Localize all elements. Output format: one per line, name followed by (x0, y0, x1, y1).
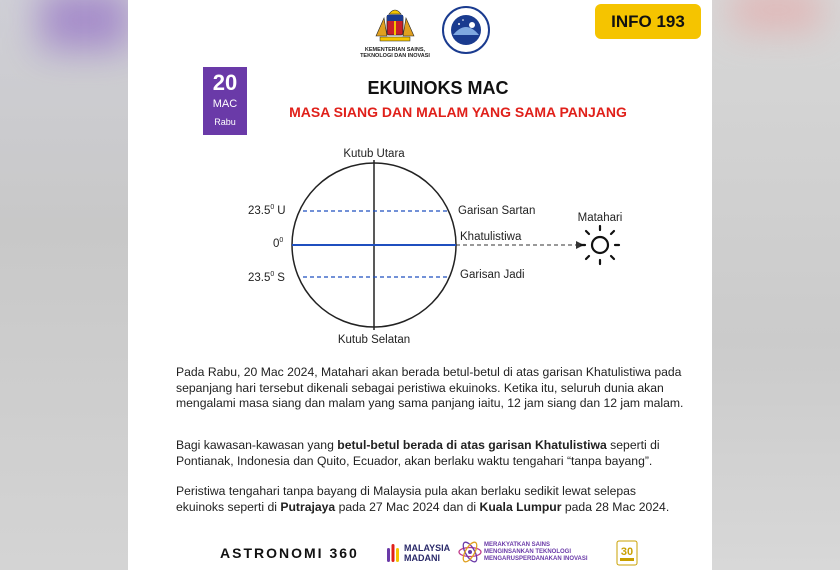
lat-zero-value: 0 (273, 238, 280, 250)
paragraph-2 (176, 438, 686, 469)
paragraph-3-bold-putrajaya: Putrajaya (280, 499, 336, 514)
page-subtitle: MASA SIANG DAN MALAM YANG SAMA PANJANG (289, 104, 627, 120)
paragraph-3-bold-kuala-lumpur: Kuala Lumpur (479, 499, 562, 514)
malaysia-madani-logo (404, 543, 450, 563)
page-title: EKUINOKS MAC (367, 78, 509, 98)
madani-line-1: MALAYSIA (404, 543, 451, 553)
msti-line-1: MERAKYATKAN SAINS (484, 542, 551, 548)
paragraph-1: Pada Rabu, 20 Mac 2024, Matahari akan berada betul-betul di atas garisan Khatulistiwa pada sepanjang hari tersebut dikenali sebagai peristiwa ekuinoks. Ketika itu, seluruh dunia akan mengalami masa siang dan malam yang sama panjang iaitu, 12 jam siang dan 12 jam malam. (176, 365, 684, 410)
background-left-blur (0, 0, 128, 570)
background-right-blur (712, 0, 840, 570)
coat-of-arms-icon (370, 6, 420, 46)
lat-north-label (248, 204, 286, 217)
paragraph-3-part-b: pada 27 Mac 2024 dan di (335, 499, 480, 514)
anniversary-number: 30 (620, 546, 634, 558)
equator-label: Khatulistiwa (460, 231, 522, 243)
sun-label: Matahari (577, 212, 623, 224)
paragraph-3-part-c: pada 28 Mac 2024. (561, 499, 670, 514)
date-day: 20 (212, 70, 238, 95)
paragraph-2-bold: betul-betul berada di atas garisan Khatulistiwa (337, 438, 607, 452)
paragraph-3 (176, 484, 686, 515)
date-month: MAC (212, 98, 238, 110)
degree-symbol: 0 (279, 237, 284, 244)
lat-zero-label (273, 237, 283, 250)
msti-line-2: MENGINSANKAN TEKNOLOGI (484, 549, 571, 555)
info-badge: INFO 193 (595, 4, 701, 39)
anniversary-badge-icon (616, 540, 638, 566)
lat-north-value: 23.5 (248, 205, 271, 217)
paragraph-3-part-a: Peristiwa tengahari tanpa bayang di Malaysia pula akan berlaku sedikit lewat selepas ekuinoks seperti di (176, 484, 637, 514)
astronomi-360-logo: ASTRONOMI 360 (220, 545, 359, 561)
background-blob (732, 0, 822, 30)
atom-icon (458, 540, 482, 564)
ministry-line-2: TEKNOLOGI DAN INOVASI (360, 53, 430, 59)
south-pole-label: Kutub Selatan (337, 334, 411, 346)
equinox-diagram (128, 140, 712, 360)
planetarium-logo-icon (441, 5, 491, 55)
lat-north-suffix: U (277, 205, 286, 217)
lat-south-label (248, 271, 285, 284)
madani-line-2: MADANI (404, 553, 440, 563)
malaysia-madani-icon (386, 542, 400, 564)
north-pole-label: Kutub Utara (343, 148, 405, 160)
degree-symbol: 0 (270, 271, 275, 278)
sun-icon (581, 226, 619, 264)
paragraph-2-part-b: seperti di Pontianak, Indonesia dan Quito, Ecuador, akan berlaku waktu tengahari “tanpa bayang”. (176, 438, 660, 468)
msti-slogan (484, 542, 588, 563)
date-weekday: Rabu (214, 117, 236, 127)
ministry-line-1: KEMENTERIAN SAINS, (364, 47, 426, 53)
poster (128, 0, 712, 570)
ministry-name (360, 47, 430, 59)
msti-line-3: MENGARUSPERDANAKAN INOVASI (484, 556, 588, 562)
tropic-capricorn-label: Garisan Jadi (460, 269, 525, 281)
background-blob (40, 0, 130, 50)
degree-symbol: 0 (270, 204, 275, 211)
paragraph-2-part-a: Bagi kawasan-kawasan yang (176, 438, 338, 452)
lat-south-suffix: S (277, 272, 285, 284)
lat-south-value: 23.5 (248, 272, 271, 284)
tropic-cancer-label: Garisan Sartan (458, 205, 536, 217)
